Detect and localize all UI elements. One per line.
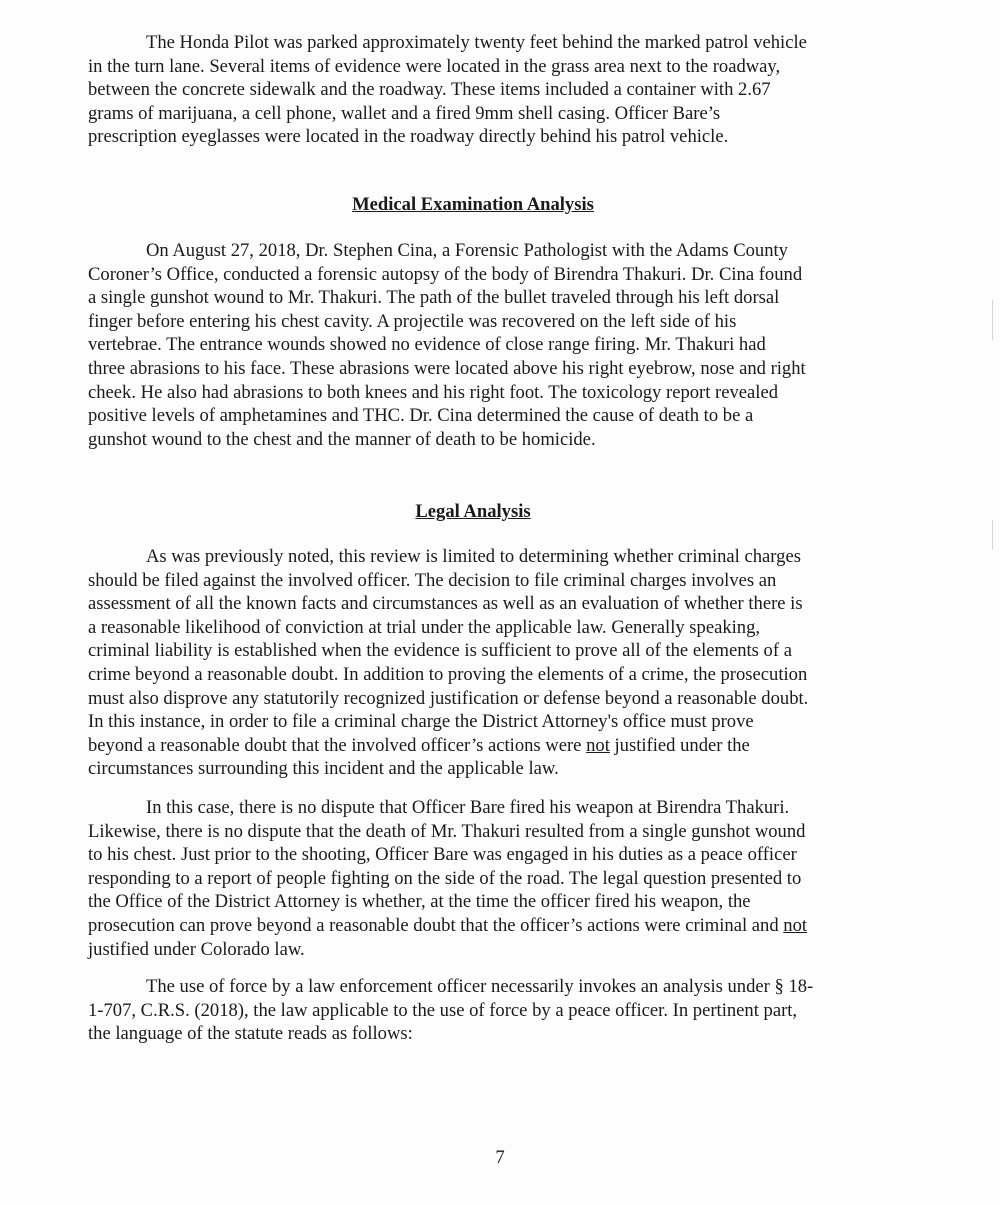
paragraph-line: As was previously noted, this review is limited to determining whether criminal charges bbox=[146, 546, 801, 567]
paragraph-facts bbox=[88, 796, 858, 961]
paragraph-line: 1-707, C.R.S. (2018), the law applicable to the use of force by a peace officer. In pertinent part, bbox=[88, 999, 798, 1021]
paragraph-line: cheek. He also had abrasions to both knees and his right foot. The toxicology report revealed bbox=[88, 381, 779, 403]
paragraph-line: a single gunshot wound to Mr. Thakuri. The path of the bullet traveled through his left dorsal bbox=[88, 287, 780, 309]
paragraph-line: justified under Colorado law. bbox=[88, 938, 305, 960]
paragraph-line: On August 27, 2018, Dr. Stephen Cina, a Forensic Pathologist with the Adams County bbox=[146, 240, 788, 261]
paragraph-line: the language of the statute reads as follows: bbox=[88, 1023, 413, 1045]
scan-edge-mark bbox=[992, 520, 993, 550]
paragraph-line: in the turn lane. Several items of evidence were located in the grass area next to the roadway, bbox=[88, 55, 781, 77]
text-run: prosecution can prove beyond a reasonable doubt that the officer’s actions were criminal and bbox=[88, 914, 784, 936]
paragraph-line: vertebrae. The entrance wounds showed no evidence of close range firing. Mr. Thakuri had bbox=[88, 334, 766, 356]
paragraph-line bbox=[88, 734, 858, 758]
paragraph-line: between the concrete sidewalk and the roadway. These items included a container with 2.67 bbox=[88, 79, 771, 101]
paragraph-line: should be filed against the involved officer. The decision to file criminal charges involves an bbox=[88, 569, 777, 591]
paragraph-line: Coroner’s Office, conducted a forensic autopsy of the body of Birendra Thakuri. Dr. Cina found bbox=[88, 263, 803, 285]
paragraph-line: must also disprove any statutorily recognized justification or defense beyond a reasonable doubt. bbox=[88, 687, 809, 709]
text-run: justified under the bbox=[609, 734, 750, 756]
paragraph-line: The Honda Pilot was parked approximately twenty feet behind the marked patrol vehicle bbox=[146, 32, 807, 53]
paragraph-line: to his chest. Just prior to the shooting, Officer Bare was engaged in his duties as a peace officer bbox=[88, 844, 797, 866]
paragraph-line: The use of force by a law enforcement officer necessarily invokes an analysis under § 18- bbox=[146, 976, 814, 997]
paragraph-line: responding to a report of people fighting on the side of the road. The legal question presented to bbox=[88, 867, 802, 889]
paragraph-line: In this instance, in order to file a criminal charge the District Attorney's office must prove bbox=[88, 711, 754, 733]
paragraph-line: criminal liability is established when the evidence is sufficient to prove all of the elements of a bbox=[88, 640, 792, 662]
paragraph-statute-intro bbox=[88, 975, 858, 1046]
paragraph-line: gunshot wound to the chest and the manner of death to be homicide. bbox=[88, 428, 596, 450]
paragraph-line: a reasonable likelihood of conviction at trial under the applicable law. Generally speaking, bbox=[88, 616, 761, 638]
paragraph-legal-standard bbox=[88, 545, 858, 781]
underlined-word: not bbox=[586, 734, 610, 756]
page-number: 7 bbox=[495, 1147, 505, 1168]
scan-edge-mark bbox=[992, 300, 993, 340]
paragraph-line: the Office of the District Attorney is whether, at the time the officer fired his weapon, the bbox=[88, 891, 751, 913]
text-run: beyond a reasonable doubt that the involved officer’s actions were bbox=[88, 734, 587, 756]
paragraph-line: positive levels of amphetamines and THC. Dr. Cina determined the cause of death to be a bbox=[88, 405, 754, 427]
underlined-word: not bbox=[783, 914, 808, 936]
paragraph-line bbox=[88, 914, 858, 938]
paragraph-line: finger before entering his chest cavity. A projectile was recovered on the left side of his bbox=[88, 310, 737, 332]
paragraph-line: In this case, there is no dispute that Officer Bare fired his weapon at Birendra Thakuri. bbox=[146, 797, 790, 818]
paragraph-line: three abrasions to his face. These abrasions were located above his right eyebrow, nose and right bbox=[88, 357, 806, 379]
paragraph-line: grams of marijuana, a cell phone, wallet and a fired 9mm shell casing. Officer Bare’s bbox=[88, 102, 721, 124]
paragraph-line: assessment of all the known facts and circumstances as well as an evaluation of whether there is bbox=[88, 593, 803, 615]
paragraph-line: crime beyond a reasonable doubt. In addition to proving the elements of a crime, the prosecution bbox=[88, 663, 808, 685]
section-heading-legal: Legal Analysis bbox=[415, 501, 531, 522]
paragraph-line: prescription eyeglasses were located in the roadway directly behind his patrol vehicle. bbox=[88, 126, 729, 148]
section-heading-medical: Medical Examination Analysis bbox=[352, 194, 594, 215]
paragraph-line: Likewise, there is no dispute that the death of Mr. Thakuri resulted from a single gunshot wound bbox=[88, 820, 806, 842]
paragraph-medical bbox=[88, 239, 858, 451]
paragraph-line: circumstances surrounding this incident and the applicable law. bbox=[88, 758, 559, 780]
paragraph-evidence bbox=[88, 31, 858, 149]
